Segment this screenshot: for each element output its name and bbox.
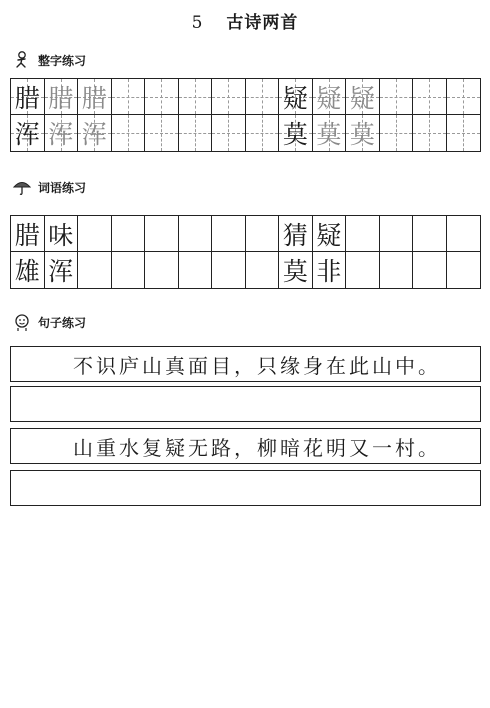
grid-cell[interactable] (279, 252, 313, 288)
grid-cell[interactable] (45, 216, 79, 251)
section-writing (12, 50, 86, 70)
grid-row (11, 216, 480, 252)
grid-char: 味 (48, 220, 74, 250)
grid-cell[interactable] (145, 79, 179, 114)
grid-cell[interactable] (78, 115, 112, 151)
grid-cell[interactable] (279, 79, 313, 114)
grid-cell[interactable] (313, 79, 347, 114)
grid-cell[interactable] (380, 79, 414, 114)
grid-cell[interactable] (246, 79, 280, 114)
grid-cell[interactable] (179, 115, 213, 151)
grid-char: 莫 (316, 120, 342, 149)
grid-cell[interactable] (279, 115, 313, 151)
grid-cell[interactable] (78, 216, 112, 251)
grid-cell[interactable] (179, 79, 213, 114)
grid-char: 莫 (282, 120, 308, 149)
section-label: 句子练习 (38, 315, 87, 330)
grid-cell[interactable] (346, 252, 380, 288)
grid-cell[interactable] (11, 216, 45, 251)
sentence-line[interactable] (10, 428, 481, 464)
sentence-text: 山重水复疑无路，柳暗花明又一村。 (73, 435, 441, 460)
grid-cell[interactable] (447, 115, 480, 151)
sentence-text: 不识庐山真面目，只缘身在此山中。 (73, 353, 441, 378)
section-label: 整字练习 (38, 53, 87, 68)
grid-char: 莫 (282, 257, 308, 286)
grid-cell[interactable] (11, 115, 45, 151)
grid-cell[interactable] (112, 79, 146, 114)
grid-cell[interactable] (313, 115, 347, 151)
grid-cell[interactable] (179, 216, 213, 251)
grid-cell[interactable] (212, 216, 246, 251)
section-label: 词语练习 (38, 180, 87, 195)
grid-cell[interactable] (212, 115, 246, 151)
umbrella-icon (12, 177, 32, 197)
grid-cell[interactable] (246, 252, 280, 288)
grid-char: 猜 (282, 220, 308, 250)
grid-cell[interactable] (78, 252, 112, 288)
grid-cell[interactable] (246, 216, 280, 251)
grid-cell[interactable] (380, 216, 414, 251)
grid-cell[interactable] (45, 252, 79, 288)
grid-cell[interactable] (346, 216, 380, 251)
sentence-line[interactable] (10, 346, 481, 382)
grid-char: 莫 (349, 120, 375, 149)
page-title (0, 8, 490, 33)
grid-cell[interactable] (413, 79, 447, 114)
grid-cell[interactable] (346, 115, 380, 151)
grid-cell[interactable] (413, 115, 447, 151)
grid-char: 浑 (14, 120, 40, 149)
grid-char: 腊 (14, 83, 40, 113)
grid-cell[interactable] (447, 79, 480, 114)
grid-cell[interactable] (45, 79, 79, 114)
grid-char: 疑 (316, 220, 342, 250)
grid-cell[interactable] (112, 252, 146, 288)
word-practice-grid (10, 215, 481, 289)
grid-cell[interactable] (313, 252, 347, 288)
lesson-number: 5 (191, 13, 204, 33)
grid-char: 浑 (48, 257, 74, 286)
grid-cell[interactable] (246, 115, 280, 151)
grid-cell[interactable] (380, 115, 414, 151)
grid-cell[interactable] (145, 115, 179, 151)
lesson-title: 古诗两首 (226, 13, 299, 33)
grid-cell[interactable] (212, 79, 246, 114)
char-practice-grid (10, 78, 481, 152)
grid-char: 浑 (48, 120, 74, 149)
grid-cell[interactable] (447, 216, 480, 251)
sentence-line[interactable] (10, 386, 481, 422)
grid-cell[interactable] (447, 252, 480, 288)
sentence-line[interactable] (10, 470, 481, 506)
grid-cell[interactable] (145, 252, 179, 288)
cartoon-face-icon (12, 312, 32, 332)
grid-cell[interactable] (413, 252, 447, 288)
grid-char: 疑 (316, 83, 342, 113)
grid-cell[interactable] (45, 115, 79, 151)
section-words (12, 177, 86, 197)
grid-cell[interactable] (78, 79, 112, 114)
grid-cell[interactable] (11, 252, 45, 288)
grid-cell[interactable] (279, 216, 313, 251)
grid-char: 疑 (282, 83, 308, 113)
grid-cell[interactable] (380, 252, 414, 288)
grid-cell[interactable] (346, 79, 380, 114)
running-kid-icon (12, 50, 32, 70)
grid-cell[interactable] (179, 252, 213, 288)
grid-cell[interactable] (145, 216, 179, 251)
section-sentences (12, 312, 86, 332)
grid-row (11, 115, 480, 151)
grid-char: 浑 (81, 120, 107, 149)
grid-char: 腊 (14, 220, 40, 250)
grid-row (11, 252, 480, 288)
grid-cell[interactable] (413, 216, 447, 251)
grid-cell[interactable] (11, 79, 45, 114)
grid-cell[interactable] (112, 216, 146, 251)
grid-cell[interactable] (313, 216, 347, 251)
grid-cell[interactable] (212, 252, 246, 288)
grid-char: 非 (316, 257, 342, 286)
grid-char: 雄 (14, 257, 40, 286)
grid-row (11, 79, 480, 115)
grid-char: 腊 (48, 83, 74, 113)
grid-cell[interactable] (112, 115, 146, 151)
grid-char: 腊 (81, 83, 107, 113)
grid-char: 疑 (349, 83, 375, 113)
